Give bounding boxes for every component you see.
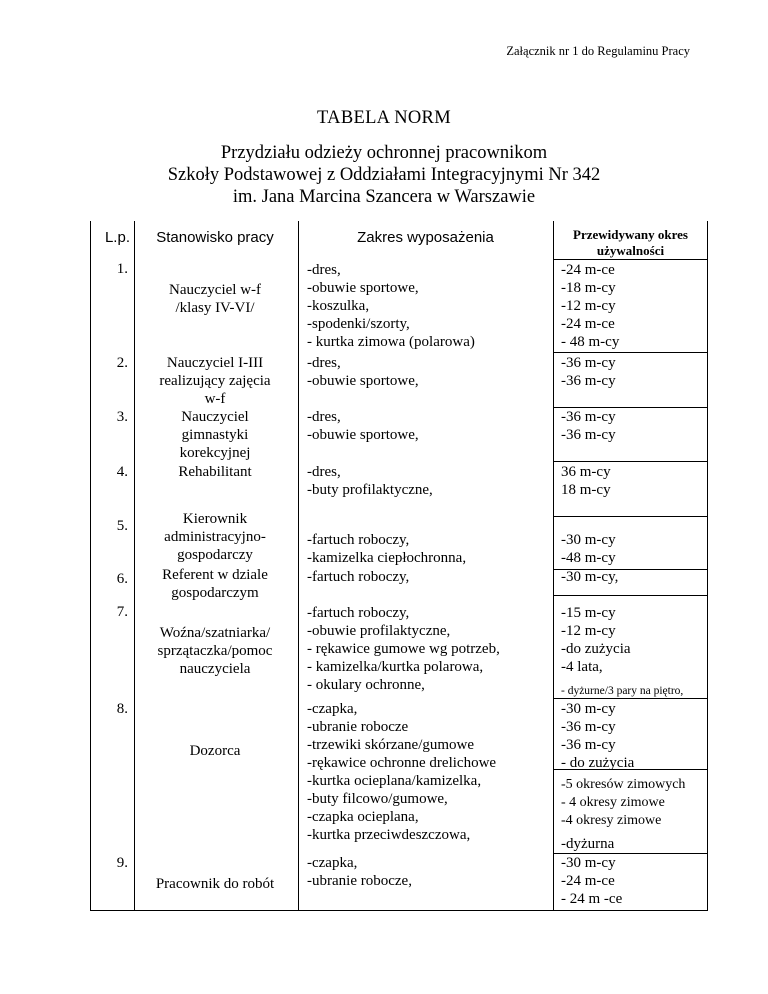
equipment-cell (307, 354, 419, 390)
equipment-cell (307, 463, 433, 499)
equipment-line: -czapka, (307, 855, 358, 871)
position-line: sprzątaczka/pomoc (157, 643, 273, 659)
position-line: Referent w dziale (162, 567, 268, 583)
norms-table (90, 221, 708, 911)
period-line: -30 m-cy (561, 532, 616, 548)
position-cell (139, 408, 291, 462)
table-border (90, 910, 708, 911)
header-lp: L.p. (104, 229, 130, 246)
position-cell (139, 566, 291, 602)
subtitle-line: Szkoły Podstawowej z Oddziałami Integracyjnymi Nr 342 (167, 165, 601, 185)
period-line: -dyżurna (561, 836, 615, 852)
period-cell (561, 835, 614, 853)
position-line: Nauczyciel I-III (166, 355, 264, 371)
period-line: -18 m-cy (561, 280, 616, 296)
equipment-line: - kamizelka/kurtka polarowa, (307, 659, 484, 675)
position-line: administracyjno- (164, 529, 266, 545)
row-number: 5. (116, 518, 128, 534)
row-number: 3. (116, 409, 128, 425)
equipment-line: -dres, (307, 355, 341, 371)
equipment-line: -fartuch roboczy, (307, 532, 410, 548)
period-cell (561, 700, 634, 772)
period-line: - 24 m -ce (561, 891, 623, 907)
subtitle-line: im. Jana Marcina Szancera w Warszawie (232, 187, 536, 207)
period-line: -48 m-cy (561, 550, 616, 566)
attachment-note: Załącznik nr 1 do Regulaminu Pracy (506, 44, 690, 58)
table-border (707, 221, 708, 911)
column-divider (134, 221, 135, 911)
equipment-line: -kamizelka ciepłochronna, (307, 550, 467, 566)
column-divider (298, 221, 299, 911)
period-line: -30 m-cy (561, 855, 616, 871)
position-line: Kierownik (182, 511, 248, 527)
equipment-line: -kurtka ocieplana/kamizelka, (307, 773, 482, 789)
period-cell (561, 854, 622, 908)
position-line: Woźna/szatniarka/ (159, 625, 271, 641)
equipment-line: - okulary ochronne, (307, 677, 425, 693)
equipment-cell (307, 700, 496, 844)
row-divider (553, 595, 708, 596)
equipment-line: -dres, (307, 409, 341, 425)
equipment-line: -obuwie sportowe, (307, 373, 419, 389)
row-divider (553, 352, 708, 353)
equipment-line: -ubranie robocze, (307, 873, 412, 889)
equipment-line: -buty filcowo/gumowe, (307, 791, 448, 807)
equipment-line: -czapka ocieplana, (307, 809, 419, 825)
row-number: 6. (116, 571, 128, 587)
equipment-line: -dres, (307, 262, 341, 278)
position-line: /klasy IV-VI/ (175, 300, 255, 316)
equipment-line: -kurtka przeciwdeszczowa, (307, 827, 471, 843)
period-line: 18 m-cy (561, 482, 611, 498)
period-cell (561, 531, 616, 567)
equipment-line: -obuwie sportowe, (307, 427, 419, 443)
equipment-line: -buty profilaktyczne, (307, 482, 433, 498)
equipment-line: -fartuch roboczy, (307, 569, 410, 585)
row-divider (553, 516, 708, 517)
subtitle-line: Przydziału odzieży ochronnej pracownikom (220, 143, 548, 163)
row-number: 1. (116, 261, 128, 277)
period-line: -24 m-ce (561, 262, 615, 278)
header-stanowisko: Stanowisko pracy (156, 229, 274, 246)
period-line: - do zużycia (561, 755, 635, 771)
period-line: -36 m-cy (561, 355, 616, 371)
header-okres-line: używalności (596, 243, 665, 258)
period-line: -5 okresów zimowych (561, 777, 686, 792)
period-note: - dyżurne/3 pary na piętro, (561, 685, 684, 697)
position-line: Dozorca (189, 743, 241, 759)
period-line: -4 okresy zimowe (561, 813, 662, 828)
position-line: w-f (204, 391, 226, 407)
position-line: gospodarczym (171, 585, 259, 601)
equipment-line: - kurtka zimowa (polarowa) (307, 334, 475, 350)
period-line: -36 m-cy (561, 427, 616, 443)
equipment-cell (307, 568, 409, 586)
equipment-line: -trzewiki skórzane/gumowe (307, 737, 475, 753)
position-line: gospodarczy (177, 547, 253, 563)
equipment-cell (307, 604, 500, 694)
position-line: Nauczyciel w-f (168, 282, 262, 298)
period-cell (561, 408, 616, 444)
period-line: -36 m-cy (561, 373, 616, 389)
period-line: -do zużycia (561, 641, 631, 657)
position-cell (139, 742, 291, 760)
period-cell (561, 261, 619, 351)
page-subtitle (0, 142, 768, 208)
period-line: 36 m-cy (561, 464, 611, 480)
period-line: -30 m-cy (561, 701, 616, 717)
position-line: nauczyciela (179, 661, 251, 677)
position-line: korekcyjnej (179, 445, 251, 461)
row-number: 4. (116, 464, 128, 480)
equipment-line: -koszulka, (307, 298, 370, 314)
period-line: -12 m-cy (561, 298, 616, 314)
position-line: Pracownik do robót (155, 876, 275, 892)
column-divider (553, 221, 554, 911)
position-cell (139, 281, 291, 317)
equipment-line: -czapka, (307, 701, 358, 717)
row-divider (553, 259, 708, 260)
equipment-line: -obuwie profilaktyczne, (307, 623, 451, 639)
period-line: -36 m-cy (561, 719, 616, 735)
header-okres-line: Przewidywany okres (573, 227, 688, 242)
position-cell (139, 624, 291, 678)
equipment-line: -fartuch roboczy, (307, 605, 410, 621)
period-cell (561, 604, 631, 676)
period-cell (561, 463, 611, 499)
equipment-cell (307, 531, 466, 567)
period-line: -36 m-cy (561, 737, 616, 753)
row-number: 2. (116, 355, 128, 371)
table-border (90, 221, 91, 911)
position-line: realizujący zajęcia (159, 373, 271, 389)
position-line: Rehabilitant (178, 464, 252, 480)
period-line: -24 m-ce (561, 873, 615, 889)
position-line: Nauczyciel (181, 409, 249, 425)
period-line: -12 m-cy (561, 623, 616, 639)
period-cell (561, 568, 618, 586)
period-cell (561, 354, 616, 390)
position-cell (139, 354, 291, 408)
position-cell (139, 463, 291, 481)
equipment-line: -obuwie sportowe, (307, 280, 419, 296)
equipment-line: -ubranie robocze (307, 719, 409, 735)
equipment-cell (307, 261, 475, 351)
period-line: -15 m-cy (561, 605, 616, 621)
period-line: -30 m-cy, (561, 569, 619, 585)
page-title: TABELA NORM (317, 108, 451, 128)
period-line: -36 m-cy (561, 409, 616, 425)
position-cell (139, 510, 291, 564)
position-line: gimnastyki (181, 427, 249, 443)
period-line: - 4 okresy zimowe (561, 795, 665, 810)
row-divider (553, 461, 708, 462)
row-number: 7. (116, 604, 128, 620)
equipment-cell (307, 854, 412, 890)
row-number: 8. (116, 701, 128, 717)
equipment-cell (307, 408, 419, 444)
row-number: 9. (116, 855, 128, 871)
equipment-line: - rękawice gumowe wg potrzeb, (307, 641, 500, 657)
period-line: -4 lata, (561, 659, 603, 675)
header-okres (553, 227, 708, 259)
header-zakres: Zakres wyposażenia (357, 229, 494, 246)
period-line: -24 m-ce (561, 316, 615, 332)
period-cell (561, 776, 685, 830)
equipment-line: -spodenki/szorty, (307, 316, 410, 332)
position-cell (139, 875, 291, 893)
equipment-line: -rękawice ochronne drelichowe (307, 755, 497, 771)
period-line: - 48 m-cy (561, 334, 620, 350)
equipment-line: -dres, (307, 464, 341, 480)
